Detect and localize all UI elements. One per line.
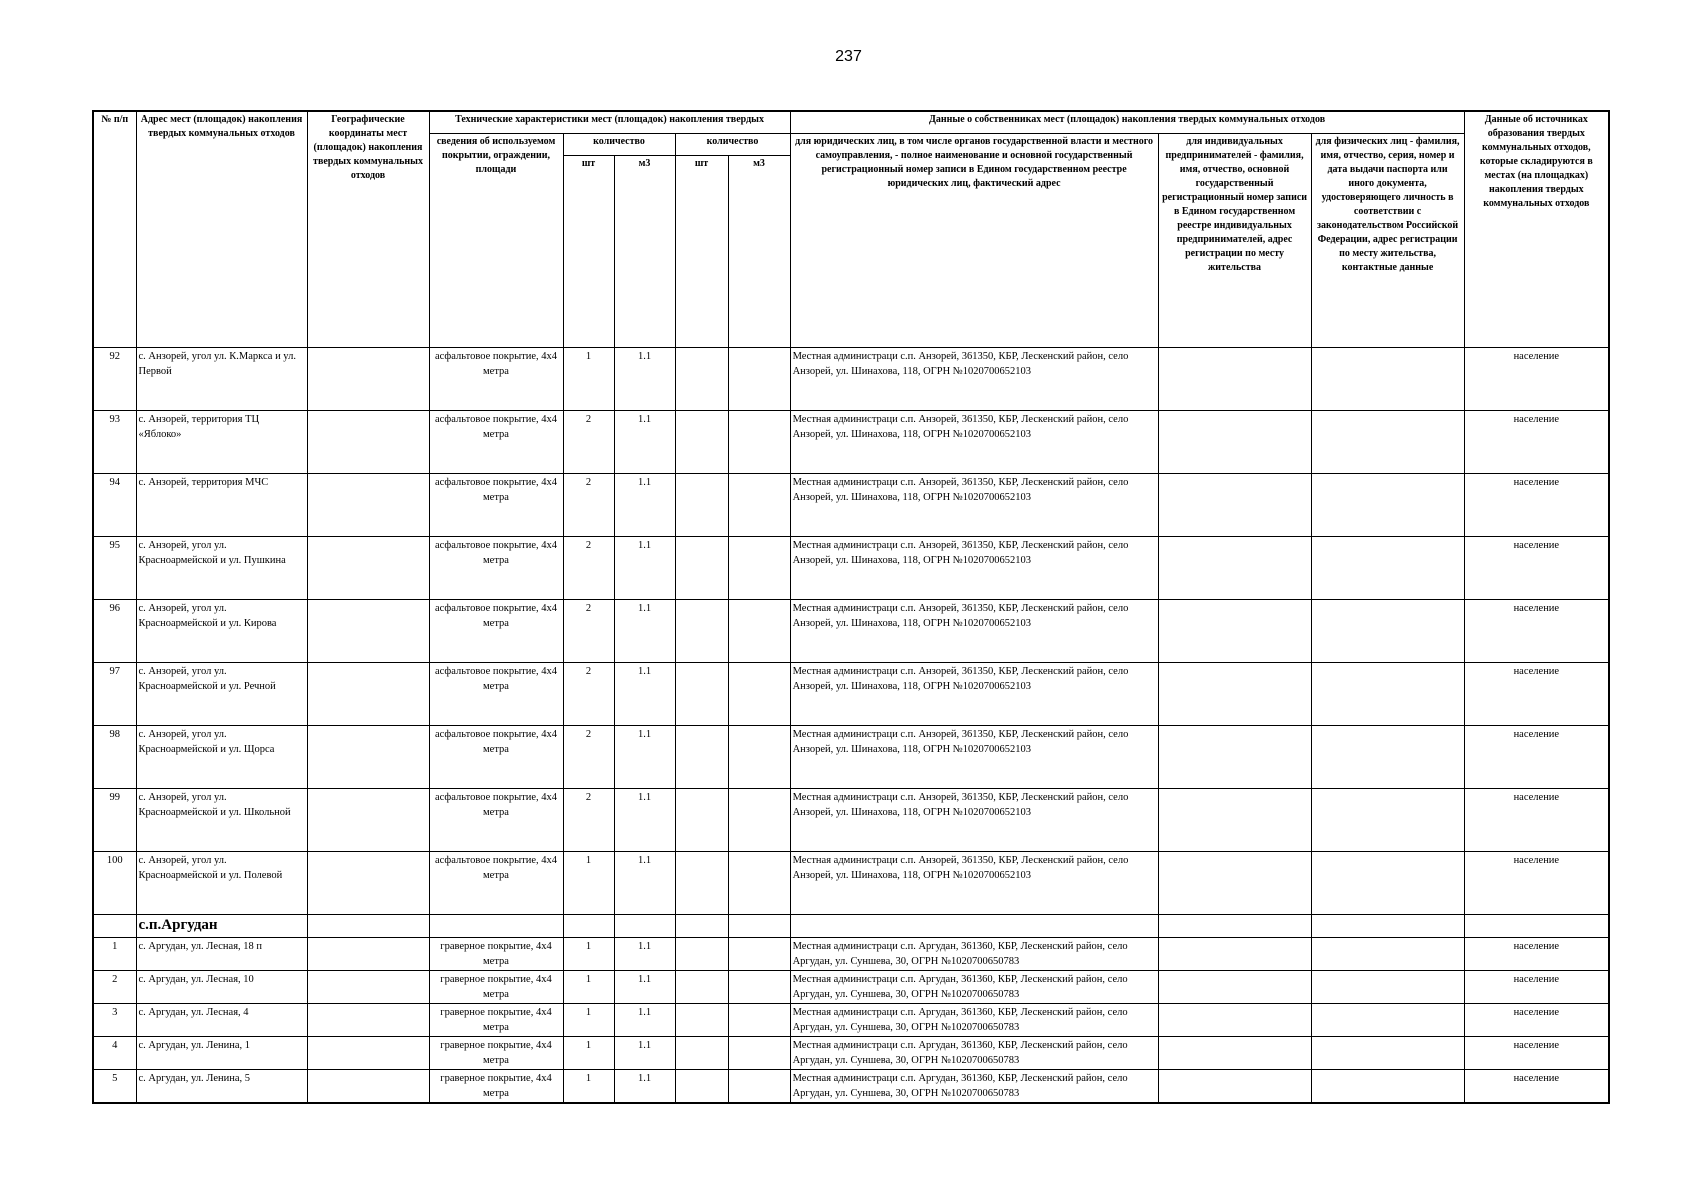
row-num: 4 <box>93 1036 136 1069</box>
row-owner: Местная администраци с.п. Анзорей, 361350, КБР, Лескенский район, село Анзорей, ул. Шинахова, 118, ОГРН №1020700652103 <box>790 788 1158 851</box>
row-pcs: 2 <box>563 473 614 536</box>
row-ip <box>1158 725 1311 788</box>
row-physical <box>1311 599 1464 662</box>
table-body <box>93 347 1609 1103</box>
row-m3: 1.1 <box>614 851 675 914</box>
row-pcs-planned <box>675 410 728 473</box>
row-coverage: асфальтовое покрытие, 4х4 метра <box>429 788 563 851</box>
row-m3-planned <box>728 851 790 914</box>
row-source: население <box>1464 536 1609 599</box>
row-geo <box>307 1003 429 1036</box>
row-num: 100 <box>93 851 136 914</box>
row-coverage: асфальтовое покрытие, 4х4 метра <box>429 725 563 788</box>
row-pcs: 1 <box>563 1036 614 1069</box>
row-pcs: 1 <box>563 970 614 1003</box>
row-physical <box>1311 347 1464 410</box>
row-ip <box>1158 599 1311 662</box>
row-address: с. Аргудан, ул. Лесная, 18 п <box>136 937 307 970</box>
row-owner: Местная администраци с.п. Анзорей, 361350, КБР, Лескенский район, село Анзорей, ул. Шинахова, 118, ОГРН №1020700652103 <box>790 599 1158 662</box>
row-coverage: асфальтовое покрытие, 4х4 метра <box>429 473 563 536</box>
row-address: с. Аргудан, ул. Лесная, 4 <box>136 1003 307 1036</box>
row-coverage: асфальтовое покрытие, 4х4 метра <box>429 599 563 662</box>
row-ip <box>1158 788 1311 851</box>
row-m3-planned <box>728 937 790 970</box>
row-coverage: граверное покрытие, 4х4 метра <box>429 1003 563 1036</box>
row-num: 5 <box>93 1069 136 1103</box>
row-m3: 1.1 <box>614 536 675 599</box>
row-geo <box>307 788 429 851</box>
row-physical <box>1311 1036 1464 1069</box>
row-pcs-planned <box>675 536 728 599</box>
row-source: население <box>1464 473 1609 536</box>
row-owner: Местная администраци с.п. Анзорей, 361350, КБР, Лескенский район, село Анзорей, ул. Шинахова, 118, ОГРН №1020700652103 <box>790 473 1158 536</box>
row-pcs: 1 <box>563 1069 614 1103</box>
header-physical: для физических лиц - фамилия, имя, отчество, серия, номер и дата выдачи паспорта или иного документа, удостоверяющего личность в соответствии с законодательством Российской Федерации, адрес регистрации по месту жительства, контактные данные <box>1311 133 1464 347</box>
row-pcs-planned <box>675 1036 728 1069</box>
row-geo <box>307 937 429 970</box>
row-coverage: асфальтовое покрытие, 4х4 метра <box>429 851 563 914</box>
row-physical <box>1311 536 1464 599</box>
row-pcs-planned <box>675 599 728 662</box>
row-pcs: 2 <box>563 599 614 662</box>
page-number: 237 <box>835 48 862 65</box>
row-num: 93 <box>93 410 136 473</box>
row-m3: 1.1 <box>614 788 675 851</box>
section-empty-cell <box>429 914 563 937</box>
section-empty-cell <box>790 914 1158 937</box>
row-m3: 1.1 <box>614 970 675 1003</box>
row-m3: 1.1 <box>614 1036 675 1069</box>
row-geo <box>307 410 429 473</box>
table-row <box>93 536 1609 599</box>
row-pcs-planned <box>675 473 728 536</box>
row-coverage: асфальтовое покрытие, 4х4 метра <box>429 536 563 599</box>
row-pcs-planned <box>675 788 728 851</box>
table-row <box>93 725 1609 788</box>
row-geo <box>307 1036 429 1069</box>
row-m3-planned <box>728 347 790 410</box>
row-geo <box>307 851 429 914</box>
row-m3: 1.1 <box>614 1069 675 1103</box>
header-coverage: сведения об используемом покрытии, ограждении, площади <box>429 133 563 347</box>
row-pcs: 1 <box>563 851 614 914</box>
table-row <box>93 1036 1609 1069</box>
row-physical <box>1311 1003 1464 1036</box>
section-empty-cell <box>1464 914 1609 937</box>
row-owner: Местная администраци с.п. Анзорей, 361350, КБР, Лескенский район, село Анзорей, ул. Шинахова, 118, ОГРН №1020700652103 <box>790 536 1158 599</box>
row-m3: 1.1 <box>614 347 675 410</box>
row-owner: Местная администраци с.п. Аргудан, 361360, КБР, Лескенский район, село Аргудан, ул. Суншева, 30, ОГРН №1020700650783 <box>790 1069 1158 1103</box>
row-physical <box>1311 970 1464 1003</box>
row-ip <box>1158 1069 1311 1103</box>
row-ip <box>1158 1003 1311 1036</box>
row-ip <box>1158 1036 1311 1069</box>
header-qty-placed: количество <box>563 133 675 155</box>
table-row <box>93 347 1609 410</box>
row-owner: Местная администраци с.п. Анзорей, 361350, КБР, Лескенский район, село Анзорей, ул. Шинахова, 118, ОГРН №1020700652103 <box>790 662 1158 725</box>
row-physical <box>1311 725 1464 788</box>
row-address: с. Анзорей, угол ул. Красноармейской и ул. Полевой <box>136 851 307 914</box>
row-m3: 1.1 <box>614 473 675 536</box>
row-source: население <box>1464 970 1609 1003</box>
row-source: население <box>1464 1003 1609 1036</box>
row-pcs-planned <box>675 662 728 725</box>
row-address: с. Аргудан, ул. Ленина, 5 <box>136 1069 307 1103</box>
row-num: 2 <box>93 970 136 1003</box>
row-num: 98 <box>93 725 136 788</box>
row-address: с. Анзорей, территория МЧС <box>136 473 307 536</box>
row-address: с. Анзорей, угол ул. Красноармейской и ул. Речной <box>136 662 307 725</box>
row-source: население <box>1464 851 1609 914</box>
row-m3: 1.1 <box>614 599 675 662</box>
header-geo: Географические координаты мест (площадок) накопления твердых коммунальных отходов <box>307 111 429 347</box>
row-source: население <box>1464 410 1609 473</box>
row-m3-planned <box>728 473 790 536</box>
row-geo <box>307 536 429 599</box>
header-unit-pcs: шт <box>563 155 614 347</box>
row-pcs: 1 <box>563 347 614 410</box>
row-pcs: 1 <box>563 937 614 970</box>
row-m3-planned <box>728 725 790 788</box>
row-num: 95 <box>93 536 136 599</box>
row-address: с. Анзорей, угол ул. К.Маркса и ул. Первой <box>136 347 307 410</box>
row-source: население <box>1464 347 1609 410</box>
row-num: 92 <box>93 347 136 410</box>
row-source: население <box>1464 788 1609 851</box>
row-pcs-planned <box>675 347 728 410</box>
row-coverage: асфальтовое покрытие, 4х4 метра <box>429 662 563 725</box>
row-owner: Местная администраци с.п. Анзорей, 361350, КБР, Лескенский район, село Анзорей, ул. Шинахова, 118, ОГРН №1020700652103 <box>790 725 1158 788</box>
row-address: с. Аргудан, ул. Лесная, 10 <box>136 970 307 1003</box>
row-address: с. Анзорей, угол ул. Красноармейской и ул. Школьной <box>136 788 307 851</box>
row-coverage: асфальтовое покрытие, 4х4 метра <box>429 347 563 410</box>
row-physical <box>1311 410 1464 473</box>
row-physical <box>1311 662 1464 725</box>
table-row <box>93 788 1609 851</box>
row-m3-planned <box>728 662 790 725</box>
table-header <box>93 111 1609 347</box>
row-pcs: 2 <box>563 725 614 788</box>
header-unit-m3-planned: м3 <box>728 155 790 347</box>
row-source: население <box>1464 937 1609 970</box>
row-pcs-planned <box>675 851 728 914</box>
row-m3: 1.1 <box>614 410 675 473</box>
header-unit-m3: м3 <box>614 155 675 347</box>
row-pcs-planned <box>675 725 728 788</box>
row-m3: 1.1 <box>614 937 675 970</box>
table-row <box>93 662 1609 725</box>
table-row <box>93 970 1609 1003</box>
table-row <box>93 410 1609 473</box>
section-title: с.п.Аргудан <box>136 914 307 937</box>
row-address: с. Аргудан, ул. Ленина, 1 <box>136 1036 307 1069</box>
table-row <box>93 1069 1609 1103</box>
row-m3: 1.1 <box>614 1003 675 1036</box>
row-coverage: граверное покрытие, 4х4 метра <box>429 937 563 970</box>
row-source: население <box>1464 1069 1609 1103</box>
table-row <box>93 937 1609 970</box>
row-m3: 1.1 <box>614 662 675 725</box>
header-owners: Данные о собственниках мест (площадок) накопления твердых коммунальных отходов <box>790 111 1464 133</box>
row-physical <box>1311 851 1464 914</box>
row-ip <box>1158 970 1311 1003</box>
row-m3-planned <box>728 410 790 473</box>
row-coverage: граверное покрытие, 4х4 метра <box>429 1069 563 1103</box>
section-empty-cell <box>614 914 675 937</box>
row-ip <box>1158 410 1311 473</box>
row-address: с. Анзорей, угол ул. Красноармейской и ул. Щорса <box>136 725 307 788</box>
row-m3-planned <box>728 1036 790 1069</box>
section-empty-cell <box>675 914 728 937</box>
row-coverage: граверное покрытие, 4х4 метра <box>429 1036 563 1069</box>
row-m3-planned <box>728 970 790 1003</box>
row-owner: Местная администраци с.п. Аргудан, 361360, КБР, Лескенский район, село Аргудан, ул. Суншева, 30, ОГРН №1020700650783 <box>790 1003 1158 1036</box>
row-num: 97 <box>93 662 136 725</box>
header-address: Адрес мест (площадок) накопления твердых коммунальных отходов <box>136 111 307 347</box>
row-pcs-planned <box>675 970 728 1003</box>
row-physical <box>1311 788 1464 851</box>
row-geo <box>307 970 429 1003</box>
row-owner: Местная администраци с.п. Анзорей, 361350, КБР, Лескенский район, село Анзорей, ул. Шинахова, 118, ОГРН №1020700652103 <box>790 410 1158 473</box>
row-pcs: 2 <box>563 662 614 725</box>
table-row <box>93 851 1609 914</box>
header-ip: для индивидуальных предпринимателей - фамилия, имя, отчество, основной государственный регистрационный номер записи в Едином государственном реестре индивидуальных предпринимателей, адрес регистрации по месту жительства <box>1158 133 1311 347</box>
table-row <box>93 599 1609 662</box>
row-num: 1 <box>93 937 136 970</box>
row-ip <box>1158 473 1311 536</box>
row-ip <box>1158 662 1311 725</box>
row-m3-planned <box>728 1003 790 1036</box>
row-num: 99 <box>93 788 136 851</box>
row-ip <box>1158 937 1311 970</box>
row-source: население <box>1464 662 1609 725</box>
row-pcs: 2 <box>563 536 614 599</box>
section-empty-cell <box>728 914 790 937</box>
row-owner: Местная администраци с.п. Анзорей, 361350, КБР, Лескенский район, село Анзорей, ул. Шинахова, 118, ОГРН №1020700652103 <box>790 851 1158 914</box>
row-physical <box>1311 1069 1464 1103</box>
table-row <box>93 1003 1609 1036</box>
row-pcs-planned <box>675 937 728 970</box>
row-source: население <box>1464 1036 1609 1069</box>
row-pcs: 1 <box>563 1003 614 1036</box>
section-empty-cell <box>563 914 614 937</box>
row-geo <box>307 662 429 725</box>
row-owner: Местная администраци с.п. Аргудан, 361360, КБР, Лескенский район, село Аргудан, ул. Суншева, 30, ОГРН №1020700650783 <box>790 937 1158 970</box>
row-m3: 1.1 <box>614 725 675 788</box>
row-num: 94 <box>93 473 136 536</box>
row-geo <box>307 725 429 788</box>
section-empty-cell <box>307 914 429 937</box>
row-pcs: 2 <box>563 788 614 851</box>
row-m3-planned <box>728 536 790 599</box>
row-owner: Местная администраци с.п. Аргудан, 361360, КБР, Лескенский район, село Аргудан, ул. Суншева, 30, ОГРН №1020700650783 <box>790 970 1158 1003</box>
section-row <box>93 914 1609 937</box>
row-coverage: асфальтовое покрытие, 4х4 метра <box>429 410 563 473</box>
section-empty-cell <box>1311 914 1464 937</box>
row-m3-planned <box>728 1069 790 1103</box>
row-pcs-planned <box>675 1003 728 1036</box>
row-geo <box>307 347 429 410</box>
header-tech: Технические характеристики мест (площадок) накопления твердых <box>429 111 790 133</box>
row-source: население <box>1464 599 1609 662</box>
header-qty-planned: количество <box>675 133 790 155</box>
row-coverage: граверное покрытие, 4х4 метра <box>429 970 563 1003</box>
waste-sites-table <box>92 110 1610 1104</box>
row-ip <box>1158 851 1311 914</box>
header-num: № п/п <box>93 111 136 347</box>
row-ip <box>1158 536 1311 599</box>
row-m3-planned <box>728 788 790 851</box>
row-geo <box>307 599 429 662</box>
header-sources: Данные об источниках образования твердых коммунальных отходов, которые складируются в местах (на площадках) накопления твердых коммунальных отходов <box>1464 111 1609 347</box>
row-address: с. Анзорей, угол ул. Красноармейской и ул. Пушкина <box>136 536 307 599</box>
row-source: население <box>1464 725 1609 788</box>
row-m3-planned <box>728 599 790 662</box>
row-address: с. Анзорей, угол ул. Красноармейской и ул. Кирова <box>136 599 307 662</box>
row-ip <box>1158 347 1311 410</box>
row-pcs-planned <box>675 1069 728 1103</box>
row-num: 96 <box>93 599 136 662</box>
row-address: с. Анзорей, территория ТЦ «Яблоко» <box>136 410 307 473</box>
header-unit-pcs-planned: шт <box>675 155 728 347</box>
row-owner: Местная администраци с.п. Анзорей, 361350, КБР, Лескенский район, село Анзорей, ул. Шинахова, 118, ОГРН №1020700652103 <box>790 347 1158 410</box>
header-legal: для юридических лиц, в том числе органов государственной власти и местного самоуправления, - полное наименование и основной государственный регистрационный номер записи в Едином государственном реестре юридических лиц, фактический адрес <box>790 133 1158 347</box>
row-pcs: 2 <box>563 410 614 473</box>
row-physical <box>1311 473 1464 536</box>
row-num: 3 <box>93 1003 136 1036</box>
section-empty-cell <box>1158 914 1311 937</box>
row-physical <box>1311 937 1464 970</box>
section-num-empty <box>93 914 136 937</box>
table-row <box>93 473 1609 536</box>
row-geo <box>307 473 429 536</box>
row-geo <box>307 1069 429 1103</box>
row-owner: Местная администраци с.п. Аргудан, 361360, КБР, Лескенский район, село Аргудан, ул. Суншева, 30, ОГРН №1020700650783 <box>790 1036 1158 1069</box>
